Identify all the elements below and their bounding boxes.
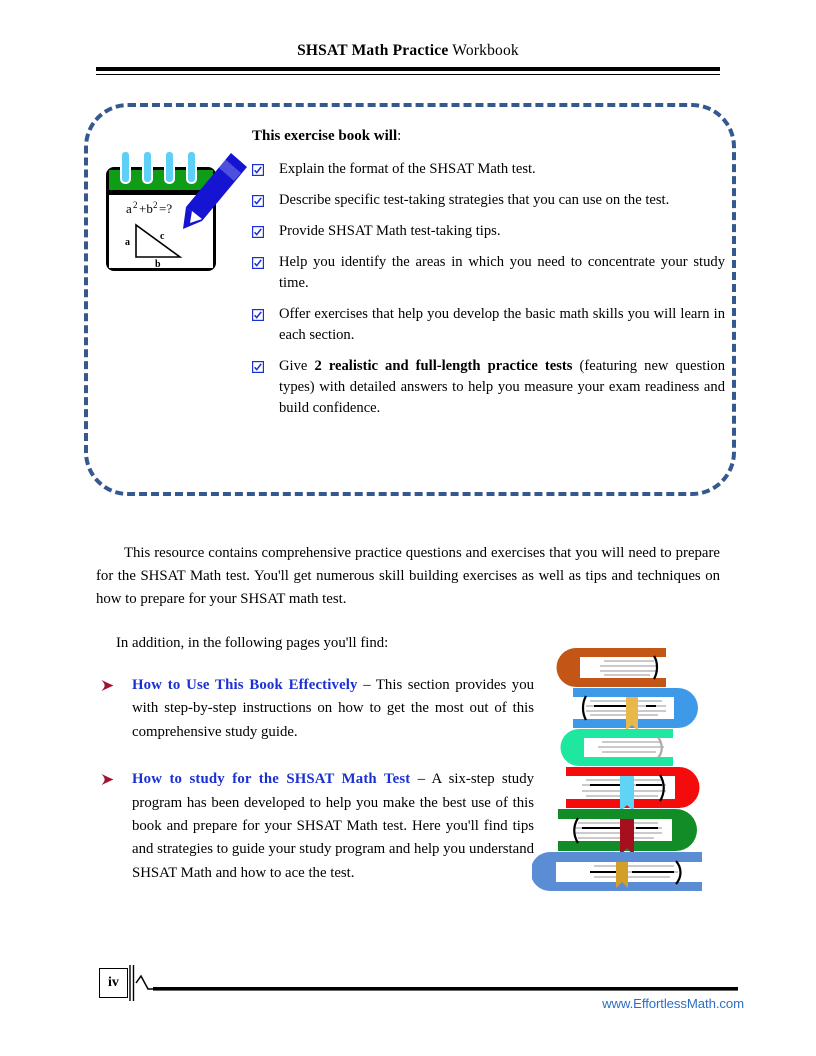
check-list-item bbox=[252, 221, 725, 242]
callout-heading bbox=[252, 127, 725, 147]
book-light-blue bbox=[573, 688, 698, 731]
svg-text:=?: =? bbox=[159, 201, 173, 216]
book-red bbox=[566, 767, 700, 812]
callout-text-column bbox=[252, 127, 725, 419]
check-list-item bbox=[252, 252, 725, 294]
header-rule-thin bbox=[96, 74, 720, 76]
checkbox-checked-icon bbox=[252, 255, 264, 267]
arrow-bullet-icon bbox=[100, 678, 115, 693]
check-item-text: Describe specific test-taking strategies that you can use on the test. bbox=[279, 191, 670, 208]
arrow-item-title[interactable]: How to Use This Book Effectively bbox=[132, 677, 358, 693]
book-dark-green bbox=[558, 809, 697, 856]
page-header bbox=[96, 42, 720, 59]
svg-text:c: c bbox=[160, 231, 165, 242]
arrow-item-title[interactable]: How to study for the SHSAT Math Test bbox=[132, 771, 411, 788]
header-title-regular: Workbook bbox=[448, 42, 519, 59]
check-item-text: Provide SHSAT Math test-taking tips. bbox=[279, 222, 501, 239]
check-item-text-bold: 2 realistic and full-length practice tests bbox=[314, 357, 573, 374]
check-list-item bbox=[252, 190, 725, 211]
svg-text:a: a bbox=[126, 201, 132, 216]
stack-of-books-icon bbox=[532, 636, 708, 892]
header-title-bold: SHSAT Math Practice bbox=[297, 42, 449, 59]
in-addition-text: In addition, in the following pages you'll find: bbox=[116, 635, 389, 651]
check-item-text-post: (featuring new question types) with detailed answers to help you measure your exam readiness and build confidence. bbox=[279, 357, 725, 416]
header-title bbox=[96, 42, 720, 59]
checkbox-checked-icon bbox=[252, 307, 264, 319]
page-number-box bbox=[99, 968, 128, 998]
arrow-item-body: – A six-step study program has been developed to help you make the best use of this book and prepare for your SHSAT Math test. Here you'll find tips and strategies to guide your study program and help you understand SHSAT Math and how to ace the test. bbox=[132, 771, 534, 881]
svg-text:a: a bbox=[125, 237, 130, 248]
book-spring-green bbox=[561, 729, 674, 766]
check-list-item bbox=[252, 304, 725, 346]
callout-heading-text: This exercise book will bbox=[252, 128, 398, 144]
header-rule-thick bbox=[96, 67, 720, 71]
page-number: iv bbox=[108, 975, 119, 990]
intro-paragraph bbox=[96, 542, 720, 611]
callout-heading-colon: : bbox=[397, 128, 402, 144]
callout-check-list bbox=[252, 159, 725, 419]
check-list-item bbox=[252, 159, 725, 180]
checkbox-checked-icon bbox=[252, 359, 264, 371]
check-item-text-pre: Give bbox=[279, 357, 315, 374]
arrow-item-body: – This section provides you with step-by-step instructions on how to get the most out of this comprehensive study guide. bbox=[132, 677, 535, 740]
notepad-with-pencil-icon bbox=[98, 145, 268, 295]
check-list-item bbox=[252, 356, 725, 419]
book-steel-blue bbox=[532, 852, 702, 891]
checkbox-checked-icon bbox=[252, 224, 264, 236]
intro-paragraph-text: This resource contains comprehensive practice questions and exercises that you will need to prepare for the SHSAT Math test. You'll get numerous skill building exercises as well as tips and techniques on how to prepare for your SHSAT math test. bbox=[96, 545, 720, 608]
arrow-list-item bbox=[96, 768, 534, 885]
exercise-book-callout bbox=[84, 103, 736, 496]
svg-text:b: b bbox=[155, 259, 161, 270]
check-item-text: Explain the format of the SHSAT Math test. bbox=[279, 160, 536, 177]
svg-text:2: 2 bbox=[133, 200, 138, 210]
arrow-bullet-icon bbox=[100, 772, 115, 787]
footer-url[interactable]: www.EffortlessMath.com bbox=[602, 996, 744, 1011]
check-item-text: Help you identify the areas in which you need to concentrate your study time. bbox=[279, 253, 725, 291]
check-item-text: Offer exercises that help you develop the basic math skills you will learn in each section. bbox=[279, 305, 725, 343]
arrow-list-item bbox=[96, 674, 534, 744]
svg-text:+b: +b bbox=[139, 201, 153, 216]
checkbox-checked-icon bbox=[252, 193, 264, 205]
book-orange bbox=[557, 648, 667, 687]
section-arrow-list bbox=[96, 648, 534, 885]
svg-text:2: 2 bbox=[153, 200, 158, 210]
checkbox-checked-icon bbox=[252, 162, 264, 174]
